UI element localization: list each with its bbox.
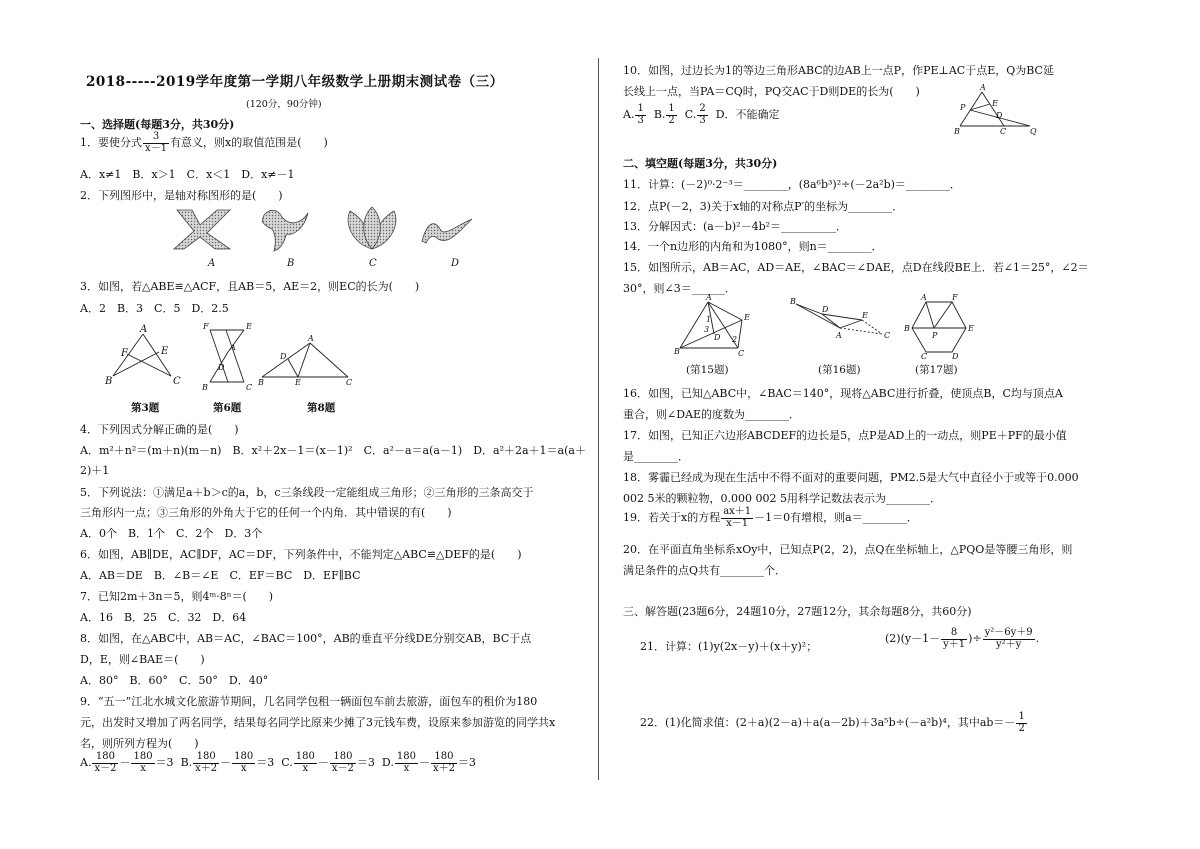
label: A <box>921 293 927 302</box>
question-11: 11．计算：(－2)⁰·2⁻³＝________，(8a⁶b³)²÷(－2a²b)＝________． <box>623 178 961 191</box>
question-21-part2: (2)(y－1－ $\frac{8}{y+1}$ )÷ $\frac{\text{y²－6y＋9}}{\text{y²＋y}}$ . <box>885 627 1040 650</box>
q2-label-d: D <box>451 258 460 269</box>
question-10-line1: 10．如图，过边长为1的等边三角形ABC的边AB上一点P，作PE⊥AC于点E，Q为BC延 <box>623 64 1054 77</box>
label: C <box>246 383 253 392</box>
question-19: 19．若关于x的方程 $\frac{ax+1}{x-1}$ －1＝0有增根，则a＝________． <box>623 506 918 529</box>
label: D <box>280 352 287 361</box>
section-2-heading: 二、填空题(每题3分，共30分) <box>623 157 778 170</box>
fraction: $\frac{3}{x-1}$ <box>145 131 168 154</box>
figure-q8 <box>258 335 358 385</box>
question-8-options: A．80° B．60° C．50° D．40° <box>80 674 269 687</box>
question-8-line1: 8．如图，在△ABC中，AB＝AC，∠BAC＝100°，AB的垂直平分线DE分别交AB，BC于点 <box>80 632 532 645</box>
figure-q16 <box>790 298 890 343</box>
question-4-options-cont: 2)＋1 <box>80 464 110 477</box>
label: 1 <box>706 315 712 324</box>
label: A <box>308 334 314 343</box>
figure-q10 <box>952 83 1042 141</box>
label: E <box>744 313 750 322</box>
label: A <box>706 293 712 302</box>
label: B <box>105 376 113 387</box>
label: B <box>258 378 264 387</box>
question-10-line2: 长线上一点，当PA＝CQ时，PQ交AC于D则DE的长为( ) <box>623 85 920 98</box>
label: B <box>674 347 680 356</box>
label: B <box>790 297 796 306</box>
label: A <box>230 343 236 352</box>
question-16-line1: 16．如图，已知△ABC中，∠BAC＝140°，现将△ABC进行折叠，使顶点B，C均与顶点A <box>623 387 1063 400</box>
question-6: 6．如图，AB∥DE，AC∥DF，AC＝DF，下列条件中，不能判定△ABC≌△DEF的是( ) <box>80 548 522 561</box>
section-1-heading: 一、选择题(每题3分，共30分) <box>80 118 235 131</box>
label: C <box>1000 127 1007 136</box>
question-9-line1: 9．“五一”江北水城文化旅游节期间，几名同学包租一辆面包车前去旅游，面包车的租价为180 <box>80 695 538 708</box>
question-5-line2: 三角形内一点；③三角形的外角大于它的任何一个内角．其中错误的有( ) <box>80 506 452 519</box>
question-18-line2: 002 5米的颗粒物，0.000 002 5用科学记数法表示为________． <box>623 492 941 505</box>
question-3-options: A．2 B．3 C．5 D．2.5 <box>80 302 229 315</box>
label: E <box>968 324 974 333</box>
question-4-options: A．m²＋n²＝(m＋n)(m－n) B．x²＋2x－1＝(x－1)² C．a²－a＝a(a－1) D．a²＋2a＋1＝a(a＋ <box>80 444 586 457</box>
label: C <box>921 352 928 361</box>
shape-d <box>422 219 472 243</box>
question-17-line1: 17．如图，已知正六边形ABCDEF的边长是5，点P是AD上的一动点，则PE＋PF的最小值 <box>623 429 1067 442</box>
shape-b <box>262 210 308 251</box>
label: C <box>884 331 891 340</box>
column-divider <box>598 58 599 780</box>
caption-q6: 第6题 <box>213 402 242 414</box>
label: B <box>904 324 910 333</box>
question-8-line2: D，E，则∠BAE＝( ) <box>80 653 205 666</box>
question-18-line1: 18．雾霾已经成为现在生活中不得不面对的重要问题，PM2.5是大气中直径小于或等于0.000 <box>623 471 1079 484</box>
question-20-line2: 满足条件的点Q共有________个． <box>623 564 787 577</box>
label: E <box>246 322 252 331</box>
label: B <box>202 383 208 392</box>
caption-q8: 第8题 <box>307 402 336 414</box>
question-6-options: A．AB＝DE B．∠B＝∠E C．EF＝BC D．EF∥BC <box>80 569 361 582</box>
question-5-line1: 5．下列说法：①满足a＋b＞c的a，b，c三条线段一定能组成三角形；②三角形的三条高交于 <box>80 486 534 499</box>
question-12: 12．点P(－2，3)关于x轴的对称点P′的坐标为________． <box>623 200 904 213</box>
q2-figures <box>172 205 482 255</box>
label: E <box>161 346 169 357</box>
figure-q3 <box>105 324 185 388</box>
q2-label-a: A <box>208 258 216 269</box>
q2-label-b: B <box>287 258 295 269</box>
label: C <box>738 349 745 358</box>
question-22: 22．(1)化简求值：(2＋a)(2－a)＋a(a－2b)＋3a⁵b÷(－a²b)⁴，其中ab＝－ $\frac{1}{2}$ <box>640 711 1025 734</box>
question-15-line2: 30°，则∠3＝______． <box>623 282 736 295</box>
label: E <box>862 311 868 320</box>
caption-q15: (第15题) <box>686 364 729 376</box>
question-7: 7．已知2m＋3n＝5，则4ᵐ·8ⁿ＝( ) <box>80 590 274 603</box>
question-14: 14．一个n边形的内角和为1080°，则n＝________． <box>623 240 883 253</box>
label: 3 <box>704 325 710 334</box>
question-9-options: A. $\frac{180}{x-2}$ － $\frac{180}{x}$ ＝3 B. $\frac{180}{x+2}$ － $\frac{180}{x}$ ＝3 C. $\frac{180}{x}$ － $\frac{180}{x-2}$ ＝3 D. $\frac{180}{x}$ － $\frac{180}{x+2}$ ＝3 <box>80 751 476 774</box>
question-1: 1．要使分式 $\frac{3}{x-1}$ 有意义，则x的取值范围是( ) <box>80 131 328 154</box>
caption-q17: (第17题) <box>915 364 958 376</box>
label: B <box>954 127 960 136</box>
question-21-part1: 21．计算：(1)y(2x－y)＋(x＋y)²； <box>640 640 818 653</box>
question-3: 3．如图，若△ABE≌△ACF，且AB＝5，AE＝2，则EC的长为( ) <box>80 280 420 293</box>
label: 2 <box>732 335 738 344</box>
q2-label-c: C <box>369 258 377 269</box>
label: P <box>932 331 938 340</box>
label: D <box>218 363 225 372</box>
question-9-line2: 元，出发时又增加了两名同学，结果每名同学比原来少摊了3元钱车费，设原来参加游览的同学共x <box>80 716 556 729</box>
label: F <box>203 322 209 331</box>
question-7-options: A．16 B．25 C．32 D．64 <box>80 611 247 624</box>
label: F <box>952 293 958 302</box>
figure-q17 <box>904 293 976 361</box>
caption-q16: (第16题) <box>818 364 861 376</box>
label: D <box>996 111 1003 120</box>
shape-a <box>174 210 230 249</box>
question-20-line1: 20．在平面直角坐标系xOy中，已知点P(2，2)，点Q在坐标轴上，△PQO是等腰三角形，则 <box>623 543 1073 556</box>
figure-q6 <box>198 322 258 392</box>
label: C <box>346 378 353 387</box>
figure-q15 <box>674 293 754 358</box>
question-15-line1: 15．如图所示，AB＝AC，AD＝AE，∠BAC＝∠DAE，点D在线段BE上．若∠1＝25°，∠2＝ <box>623 261 1089 274</box>
label: E <box>992 99 998 108</box>
label: D <box>714 333 721 342</box>
label: A <box>140 324 148 335</box>
label: E <box>295 378 301 387</box>
page-title: 2018-----2019学年度第一学期八年级数学上册期末测试卷（三） <box>86 74 504 90</box>
question-13: 13．分解因式：(a－b)²－4b²＝__________． <box>623 220 848 233</box>
label: D <box>822 305 829 314</box>
question-5-options: A．0个 B．1个 C．2个 D．3个 <box>80 527 263 540</box>
label: F <box>121 348 128 359</box>
label: D <box>952 352 959 361</box>
label: A <box>980 83 986 92</box>
question-2: 2．下列图形中，是轴对称图形的是( ) <box>80 189 283 202</box>
caption-q3: 第3题 <box>131 402 160 414</box>
question-16-line2: 重合，则∠DAE的度数为________． <box>623 408 801 421</box>
section-3-heading: 三、解答题(23题6分，24题10分，27题12分，其余每题8分，共60分) <box>623 605 972 618</box>
label: Q <box>1030 127 1037 136</box>
question-10-options: A. $\frac{1}{3}$ B. $\frac{1}{2}$ C. $\frac{2}{3}$ D．不能确定 <box>623 103 780 126</box>
question-17-line2: 是________． <box>623 450 689 463</box>
question-4: 4．下列因式分解正确的是( ) <box>80 423 239 436</box>
question-1-options: A．x≠1 B．x＞1 C．x＜1 D．x≠－1 <box>80 168 295 181</box>
question-9-line3: 名，则所列方程为( ) <box>80 737 199 750</box>
page-subtitle: (120分，90分钟) <box>246 99 322 110</box>
label: P <box>960 103 966 112</box>
label: C <box>173 376 181 387</box>
label: A <box>836 331 842 340</box>
